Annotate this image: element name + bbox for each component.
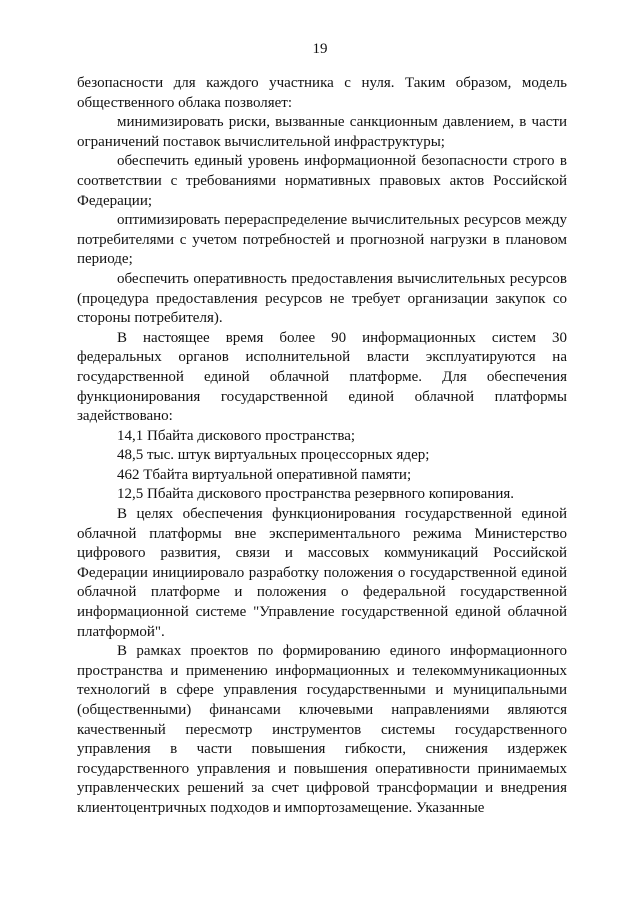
paragraph: 12,5 Пбайта дискового пространства резервного копирования. [117,486,515,503]
paragraph: оптимизировать перераспределение вычислительных ресурсов между потребителями с учетом потребностей и прогнозной нагрузки в плановом периоде; [77,212,567,268]
paragraph: обеспечить единый уровень информационной безопасности строго в соответствии с требованиями нормативных правовых актов Российской Федерации; [77,153,567,209]
body-text [77,74,567,819]
paragraph: В рамках проектов по формированию единого информационного пространства и применению информационных и телекоммуникационных технологий в сфере управления государственными и муниципальными (общественными) финансами ключевыми направлениями являются качественный пересмотр инструментов системы государственного управления в части повышения гибкости, снижения издержек государственного управления и повышения оперативности принимаемых управленческих решений за счет цифровой трансформации и внедрения клиентоцентричных подходов и импортозамещение. Указанные [77,643,567,816]
paragraph: 14,1 Пбайта дискового пространства; [117,427,356,444]
page-number: 19 [312,41,328,57]
paragraph: минимизировать риски, вызванные санкционным давлением, в части ограничений поставок вычислительной инфраструктуры; [77,114,567,150]
paragraph: безопасности для каждого участника с нуля. Таким образом, модель общественного облака позволяет: [77,75,567,111]
paragraph: обеспечить оперативность предоставления вычислительных ресурсов (процедура предоставления ресурсов не требует организации закупок со стороны потребителя). [77,270,567,327]
paragraph: В целях обеспечения функционирования государственной единой облачной платформы вне экспериментального режима Министерство цифрового развития, связи и массовых коммуникаций Российской Федерации инициировало разработку положения о государственной единой облачной платформе и положения о федеральной государственной информационной системе "Управление государственной единой облачной платформой". [77,506,567,640]
paragraph: В настоящее время более 90 информационных систем 30 федеральных органов исполнительной власти эксплуатируются на государственной единой облачной платформе. Для обеспечения функционирования государственной единой облачной платформы задействовано: [77,329,567,425]
paragraph: 462 Тбайта виртуальной оперативной памяти; [117,466,412,483]
paragraph: 48,5 тыс. штук виртуальных процессорных ядер; [117,447,430,464]
